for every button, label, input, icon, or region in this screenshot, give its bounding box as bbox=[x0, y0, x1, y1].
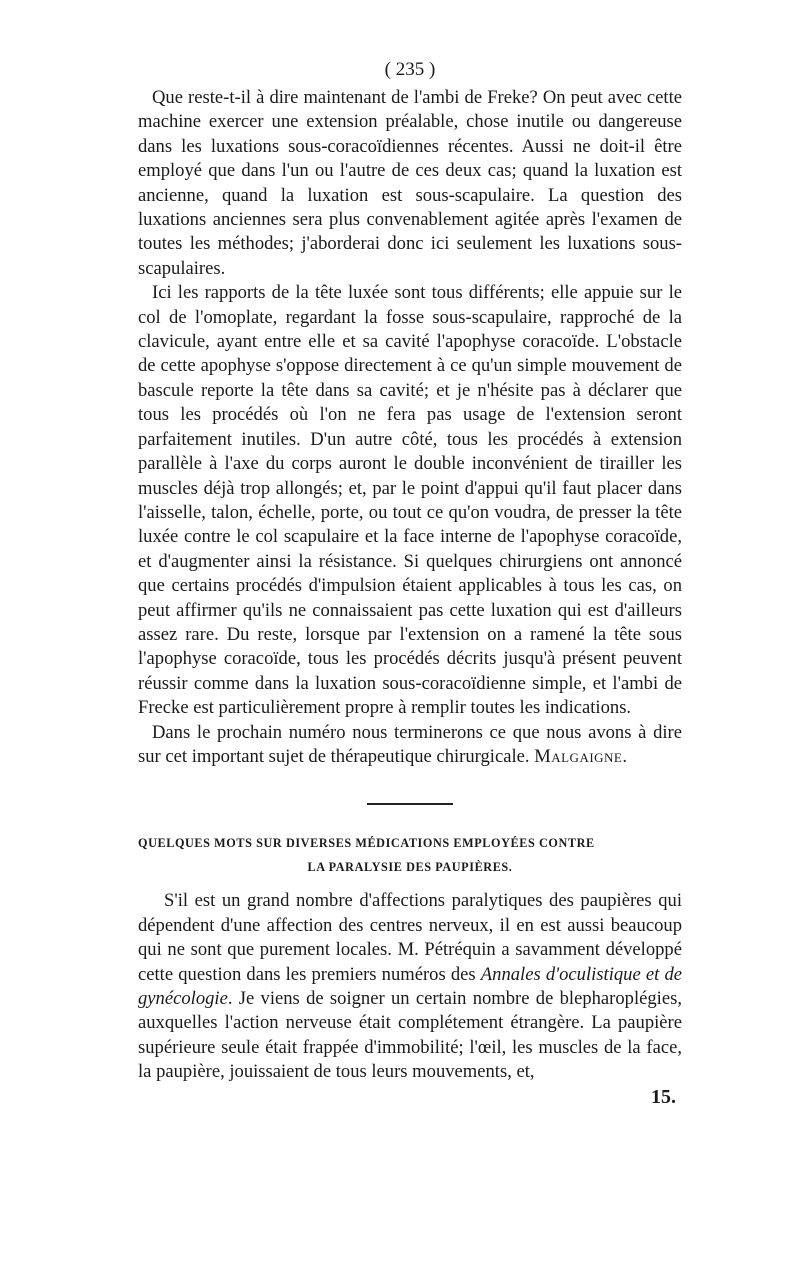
page-number: ( 235 ) bbox=[384, 59, 436, 80]
conclusion-text: Dans le prochain numéro nous terminerons ce que nous avons à dire sur cet important sujet de thérapeutique chirurgicale. bbox=[138, 721, 682, 767]
section-title bbox=[138, 831, 682, 879]
paragraph-conclusion bbox=[138, 721, 682, 770]
paragraph-luxations-sous-scapulaires: Ici les rapports de la tête luxée sont tous différents; elle appuie sur le col de l'omoplate, regardant la fosse sous-scapulaire, rapproché de la clavicule, ayant entre elle et sa cavité l'apophyse coracoïde. L'obstacle de cette apophyse s'oppose directement à ce qu'un simple mouvement de bascule reporte la tête dans sa cavité; et je n'hésite pas à déclarer que tous les procédés où l'on ne fera pas usage de l'extension seront parfaitement inutiles. D'un autre côté, tous les procédés à extension parallèle à l'axe du corps auront le double inconvénient de tirailler les muscles déjà trop allongés; et, par le point d'appui qu'il faut placer dans l'aisselle, talon, échelle, porte, ou tout ce qu'on voudra, de presser la tête luxée contre le col scapulaire et la face interne de l'apophyse coracoïde, et d'augmenter ainsi la résistance. Si quelques chirurgiens ont annoncé que certains procédés d'impulsion étaient applicables à tous les cas, on peut affirmer qu'ils ne connaissaient pas cette luxation qui est d'ailleurs assez rare. Du reste, lorsque par l'extension on a ramené la tête sous l'apophyse coracoïde, tous les procédés décrits jusqu'à présent peuvent réussir comme dans la luxation sous-coracoïdienne simple, et l'ambi de Frecke est particulièrement propre à remplir toutes les indications. bbox=[138, 282, 682, 719]
paragraph-paralysie-paupieres bbox=[138, 889, 682, 1084]
author-signature: Malgaigne. bbox=[534, 745, 628, 767]
journal-title: Annales d'oculistique et de gynécologie bbox=[138, 963, 682, 1009]
section-title-line-1: QUELQUES MOTS SUR DIVERSES MÉDICATIONS EMPLOYÉES CONTRE bbox=[138, 836, 595, 851]
paragraph-text-end: . Je viens de soigner un certain nombre de blepharoplégies, auxquelles l'action nerveuse était complétement étrangère. La paupière supérieure seule était frappée d'immobilité; l'œil, les muscles de la face, la paupière, jouissaient de tous leurs mouvements, et, bbox=[138, 988, 682, 1083]
paragraph-ambi-de-freke: Que reste-t-il à dire maintenant de l'ambi de Freke? On peut avec cette machine exercer une extension préalable, chose inutile ou dangereuse dans les luxations sous-coracoïdiennes récentes. Aussi ne doit-il être employé que dans l'un ou l'autre de ces deux cas; quand la luxation est ancienne, quand la luxation est sous-scapulaire. La question des luxations anciennes sera plus convenablement agitée après l'examen de toutes les méthodes; j'aborderai donc ici seulement les luxations sous-scapulaires. bbox=[138, 87, 682, 279]
signature-mark: 15. bbox=[651, 1085, 676, 1108]
section-title-line-2: LA PARALYSIE DES PAUPIÈRES. bbox=[307, 860, 513, 875]
section-divider bbox=[367, 803, 453, 805]
paragraph-text-start: S'il est un grand nombre d'affections paralytiques des paupières qui dépendent d'une affection des centres nerveux, il en est aussi beaucoup qui ne sont que purement locales. M. Pétréquin a savamment développé cette question dans les premiers numéros des bbox=[138, 890, 682, 985]
book-page bbox=[138, 58, 682, 1109]
